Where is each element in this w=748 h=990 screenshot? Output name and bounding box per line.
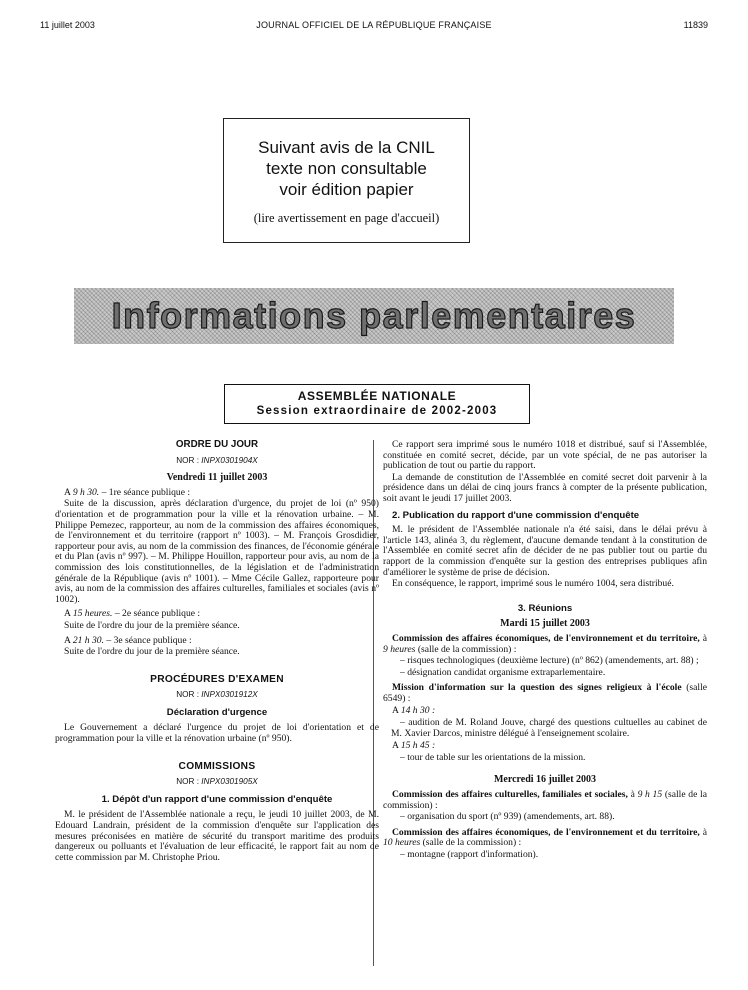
comite-secret-text: La demande de constitution de l'Assemblée en comité secret doit parvenir à la présidence dans un délai de cinq jours francs à compter de la présente publication, soit avant le jeudi 17 juillet 2003. [383, 471, 707, 504]
seance-3-time: 21 h 30. [72, 634, 104, 646]
cnil-line-1: Suivant avis de la CNIL [258, 138, 435, 157]
nor-label: NOR : [176, 777, 199, 787]
commission-2-name: Commission des affaires culturelles, familiales et sociales, [392, 789, 628, 801]
depot-text: M. le président de l'Assemblée nationale a reçu, le jeudi 10 juillet 2003, de M. Edouard Landrain, président de la commission d'enquête sur l'application des mesures préconisées en matière de sécurité du transport maritime des produits dangereux ou polluants et l'évaluation de leur efficacité, le rapport fait au nom de cette commission par M. Christophe Priou. [55, 809, 379, 863]
commissions-nor [55, 777, 379, 788]
commission-2-item: – organisation du sport (nº 939) (amendements, art. 88). [400, 811, 615, 823]
seance-3-label: – 3e séance publique : [104, 634, 192, 646]
reunions-heading: 3. Réunions [517, 602, 573, 614]
header-title: JOURNAL OFFICIEL DE LA RÉPUBLIQUE FRANÇAISE [256, 20, 492, 30]
publication-text: M. le président de l'Assemblée nationale n'a été saisi, dans le délai prévu à l'article 143, alinéa 3, du règlement, d'aucune demande tendant à la constitution de l'Assemblée en comité secret afin de décider de ne pas publier tout ou partie du rapport de la commission d'enquête sur la gestion des entreprises publiques afin d'améliorer le système de prise de décision. [383, 524, 707, 578]
commission-2-heading: Commission des affaires culturelles, familiales et sociales, à 9 h 15 (salle de la commission) : [383, 789, 707, 811]
header-date: 11 juillet 2003 [40, 20, 95, 30]
seance-3-heading: A 21 h 30. – 3e séance publique : [64, 634, 192, 646]
ordre-nor [55, 456, 379, 467]
seance-1-text: Suite de la discussion, après déclaration d'urgence, du projet de loi (nº 950) d'orientation et de programmation pour la ville et la rénovation urbaine. – M. Philippe Pemezec, rapporteur, au nom de la commission des affaires économiques, de l'environnement et du territoire (rapport nº 1003). – M. François Grosdidier, rapporteur pour avis, au nom de la commission des finances, de l'économie générale et du Plan (avis nº 997). – M. Philippe Houillon, rapporteur pour avis, au nom de la commission des lois constitutionnelles, de la législation et de l'administration générale de la République (avis nº 1001). – Mme Cécile Gallez, rapporteure pour avis, au nom de la commission des affaires culturelles, familiales et sociales (avis nº 1002). [55, 498, 379, 605]
commissions-title: COMMISSIONS [178, 760, 256, 772]
commission-1-item-2: – désignation candidat organisme extraparlementaire. [400, 666, 606, 678]
commission-3-room: (salle de la commission) : [420, 837, 522, 849]
publication-text-2: En conséquence, le rapport, imprimé sous le numéro 1004, sera distribué. [392, 578, 674, 590]
nor-label: NOR : [176, 455, 199, 465]
mission-time-1: 14 h 30 : [400, 705, 436, 717]
assembly-heading-box [224, 384, 530, 424]
commission-2-time: 9 h 15 [637, 789, 663, 801]
commission-1-name: Commission des affaires économiques, de l'environnement et du territoire, [392, 632, 700, 644]
right-column [383, 440, 707, 862]
commission-3-time: 10 heures [383, 837, 421, 849]
commission-1-heading: Commission des affaires économiques, de l'environnement et du territoire, à 9 heures (salle de la commission) : [383, 632, 707, 655]
nor-code: INPX0301905X [201, 777, 258, 787]
mardi-date: Mardi 15 juillet 2003 [500, 618, 590, 630]
ordre-date: Vendredi 11 juillet 2003 [166, 472, 268, 484]
assembly-title: ASSEMBLÉE NATIONALE [297, 389, 457, 403]
mission-name: Mission d'information sur la question des signes religieux à l'école [392, 682, 682, 694]
publication-heading: 2. Publication du rapport d'une commission d'enquête [392, 509, 640, 521]
commission-3-name: Commission des affaires économiques, de l'environnement et du territoire, [392, 826, 700, 838]
nor-code: INPX0301912X [201, 690, 258, 700]
nor-label: NOR : [176, 690, 199, 700]
mission-time-2-line: A 15 h 45 : [392, 740, 436, 752]
mission-room: (salle 6549) : [383, 682, 707, 704]
commission-2-room: (salle de la commission) : [383, 789, 707, 811]
seance-2-text: Suite de l'ordre du jour de la première séance. [64, 619, 240, 631]
commission-1-room: (salle de la commission) : [415, 643, 517, 655]
ordre-du-jour-title: ORDRE DU JOUR [175, 439, 259, 450]
mission-time-2: 15 h 45 : [400, 740, 436, 752]
cnil-line-3: voir édition papier [279, 180, 414, 199]
seance-2-time: 15 heures. [72, 608, 113, 620]
header-page-number: 11839 [683, 20, 708, 30]
seance-2-heading: A 15 heures. – 2e séance publique : [64, 608, 201, 620]
cnil-line-2: texte non consultable [266, 159, 427, 178]
depot-heading: 1. Dépôt d'un rapport d'une commission d'enquête [101, 793, 333, 805]
mission-time-1-line: A 14 h 30 : [392, 705, 436, 717]
seance-1-heading: A 9 h 30. – 1re séance publique : [64, 486, 191, 498]
mission-item-2: – tour de table sur les orientations de la mission. [400, 751, 586, 763]
nor-code: INPX0301904X [201, 455, 258, 465]
seance-3-text: Suite de l'ordre du jour de la première séance. [64, 646, 240, 658]
mission-heading [383, 683, 707, 704]
seance-2-label: – 2e séance publique : [112, 608, 201, 620]
commission-3-item: – montagne (rapport d'information). [400, 849, 539, 860]
commission-3-heading: Commission des affaires économiques, de l'environnement et du territoire, à 10 heures (salle de la commission) : [383, 826, 707, 849]
urgence-text: Le Gouvernement a déclaré l'urgence du projet de loi d'orientation et de programmation pour la ville et la rénovation urbaine (nº 950). [55, 722, 379, 745]
cnil-notice-box [223, 118, 470, 243]
banner-title: Informations parlementaires [111, 295, 637, 336]
running-header [40, 20, 708, 34]
mission-item-1: – audition de M. Roland Jouve, chargé des questions cultuelles au cabinet de M. Xavier Darcos, ministre délégué à l'enseignement scolaire. [391, 717, 707, 739]
urgence-heading: Déclaration d'urgence [166, 706, 268, 718]
seance-1-label: – 1re séance publique : [99, 486, 191, 498]
section-banner [74, 288, 674, 344]
commission-1-time: 9 heures [383, 643, 416, 655]
rapport-impression-text: Ce rapport sera imprimé sous le numéro 1018 et distribué, sauf si l'Assemblée, constituée en comité secret, décide, par un vote spécial, de ne pas autoriser la publication de tout ou partie du rapport. [383, 439, 707, 472]
mercredi-date: Mercredi 16 juillet 2003 [493, 774, 597, 786]
left-column [55, 440, 379, 864]
assembly-session: Session extraordinaire de 2002-2003 [256, 405, 498, 417]
commission-1-item-1: – risques technologiques (deuxième lecture) (nº 862) (amendements, art. 88) ; [400, 655, 699, 667]
procedures-title: PROCÉDURES D'EXAMEN [150, 673, 284, 685]
seance-1-time: 9 h 30. [72, 486, 100, 498]
procedures-nor [55, 690, 379, 701]
cnil-note: (lire avertissement en page d'accueil) [253, 211, 440, 225]
